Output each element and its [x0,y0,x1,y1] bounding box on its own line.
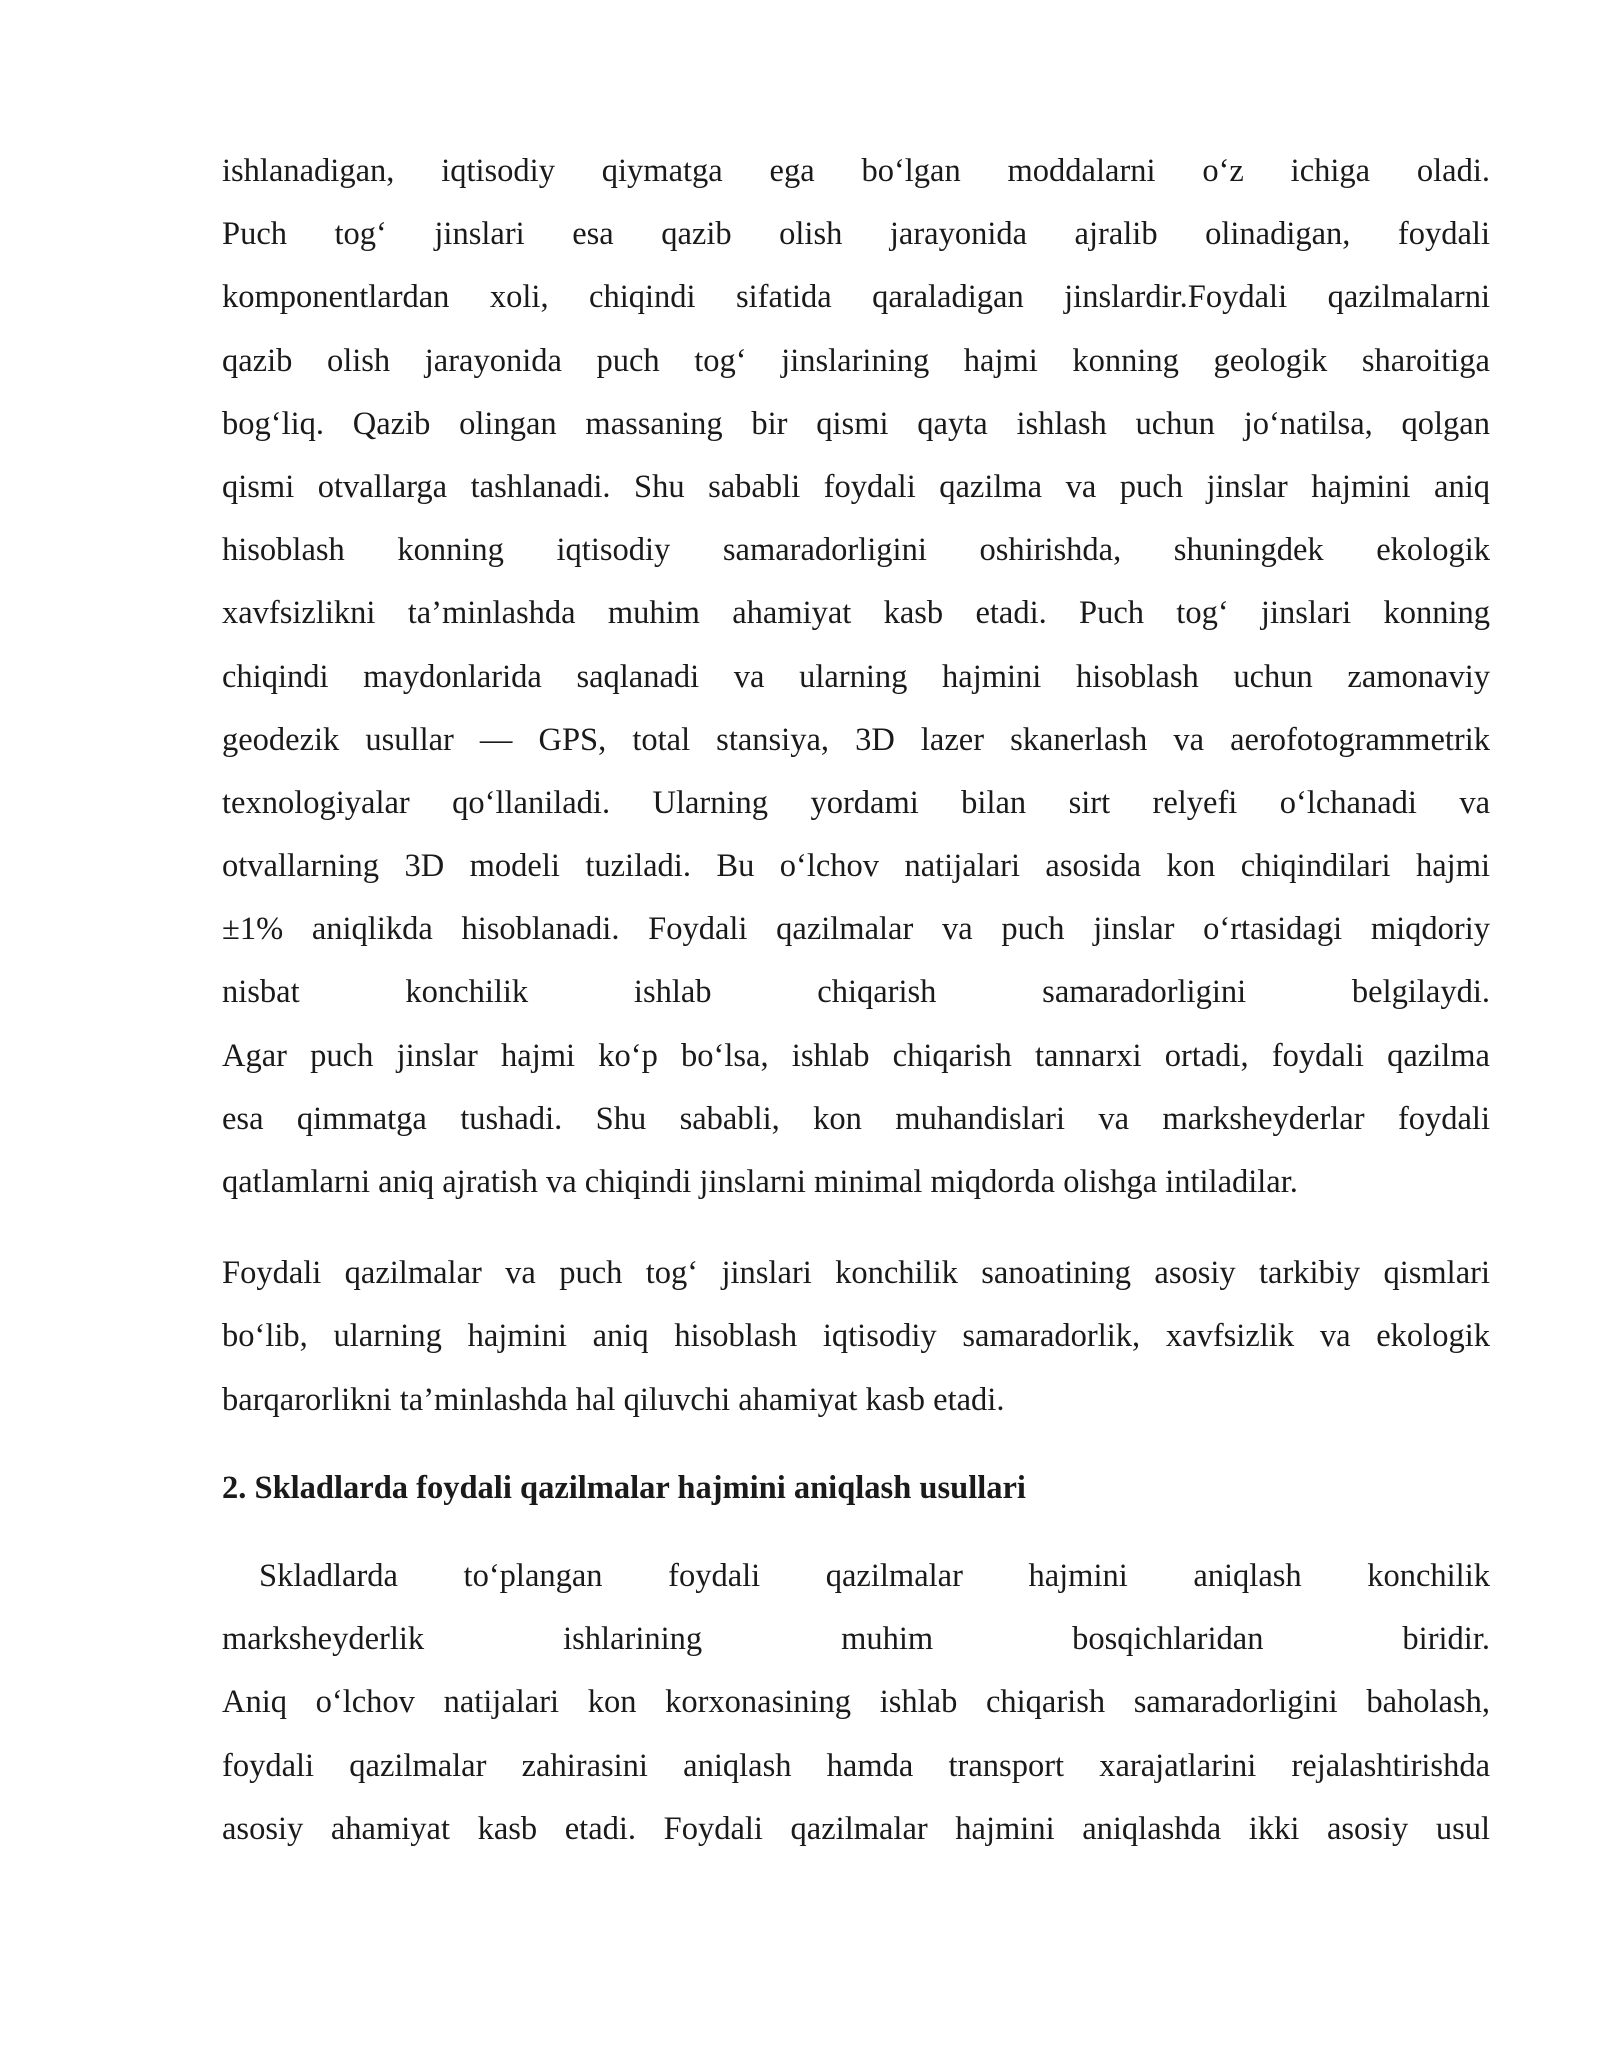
text-line: foydali qazilmalar zahirasini aniqlash hamda transport xarajatlarini rejalashtirishda [222,1747,1490,1784]
text-line: texnologiyalar qo‘llaniladi. Ularning yordami bilan sirt relyefi o‘lchanadi va [222,784,1490,821]
paragraph-2 [222,1242,1490,1432]
text-line: xavfsizlikni ta’minlashda muhim ahamiyat kasb etadi. Puch tog‘ jinslari konning [222,595,1490,632]
text-line: nisbat konchilik ishlab chiqarish samaradorligini belgilaydi. [222,974,1490,1011]
text-line: qismi otvallarga tashlanadi. Shu sababli foydali qazilma va puch jinslar hajmini aniq [222,468,1490,505]
text-line: Aniq o‘lchov natijalari kon korxonasining ishlab chiqarish samaradorligini baholash, [222,1684,1490,1721]
text-line: bog‘liq. Qazib olingan massaning bir qismi qayta ishlash uchun jo‘natilsa, qolgan [222,405,1490,442]
text-line: ±1% aniqlikda hisoblanadi. Foydali qazilmalar va puch jinslar o‘rtasidagi miqdoriy [222,911,1490,948]
text-line: Skladlarda to‘plangan foydali qazilmalar hajmini aniqlash konchilik [259,1557,1490,1594]
paragraph-3 [222,1545,1490,1861]
text-line: esa qimmatga tushadi. Shu sababli, kon muhandislari va marksheyderlar foydali [222,1100,1490,1137]
paragraph-1 [222,140,1490,1214]
paragraph-spacer [222,1520,1490,1545]
text-line: otvallarning 3D modeli tuziladi. Bu o‘lchov natijalari asosida kon chiqindilari hajmi [222,848,1490,885]
text-line: ishlanadigan, iqtisodiy qiymatga ega bo‘lgan moddalarni o‘z ichiga oladi. [222,153,1490,189]
text-line: qatlamlarni aniq ajratish va chiqindi jinslarni minimal miqdorda olishga intiladilar. [222,1164,1298,1200]
text-line: hisoblash konning iqtisodiy samaradorligini oshirishda, shuningdek ekologik [222,532,1490,569]
paragraph-spacer [222,1432,1490,1457]
text-line: barqarorlikni ta’minlashda hal qiluvchi ahamiyat kasb etadi. [222,1381,1005,1418]
text-line: Puch tog‘ jinslari esa qazib olish jarayonida ajralib olinadigan, foydali [222,216,1490,253]
text-line: geodezik usullar — GPS, total stansiya, 3D lazer skanerlash va aerofotogrammetrik [222,721,1490,758]
document-page [222,140,1490,1861]
text-line: marksheyderlik ishlarining muhim bosqichlaridan biridir. [222,1621,1490,1658]
text-line: Agar puch jinslar hajmi ko‘p bo‘lsa, ishlab chiqarish tannarxi ortadi, foydali qazilma [222,1037,1490,1074]
text-line: chiqindi maydonlarida saqlanadi va ularning hajmini hisoblash uchun zamonaviy [222,658,1490,695]
section-heading: 2. Skladlarda foydali qazilmalar hajmini aniqlash usullari [222,1469,1026,1506]
text-line: komponentlardan xoli, chiqindi sifatida qaraladigan jinslardir.Foydali qazilmalarni [222,279,1490,316]
text-line: Foydali qazilmalar va puch tog‘ jinslari konchilik sanoatining asosiy tarkibiy qismlari [222,1255,1490,1292]
text-line: qazib olish jarayonida puch tog‘ jinslarining hajmi konning geologik sharoitiga [222,342,1490,379]
text-line: bo‘lib, ularning hajmini aniq hisoblash iqtisodiy samaradorlik, xavfsizlik va ekologik [222,1318,1490,1355]
paragraph-spacer [222,1214,1490,1242]
text-line: asosiy ahamiyat kasb etadi. Foydali qazilmalar hajmini aniqlashda ikki asosiy usul [222,1810,1490,1847]
